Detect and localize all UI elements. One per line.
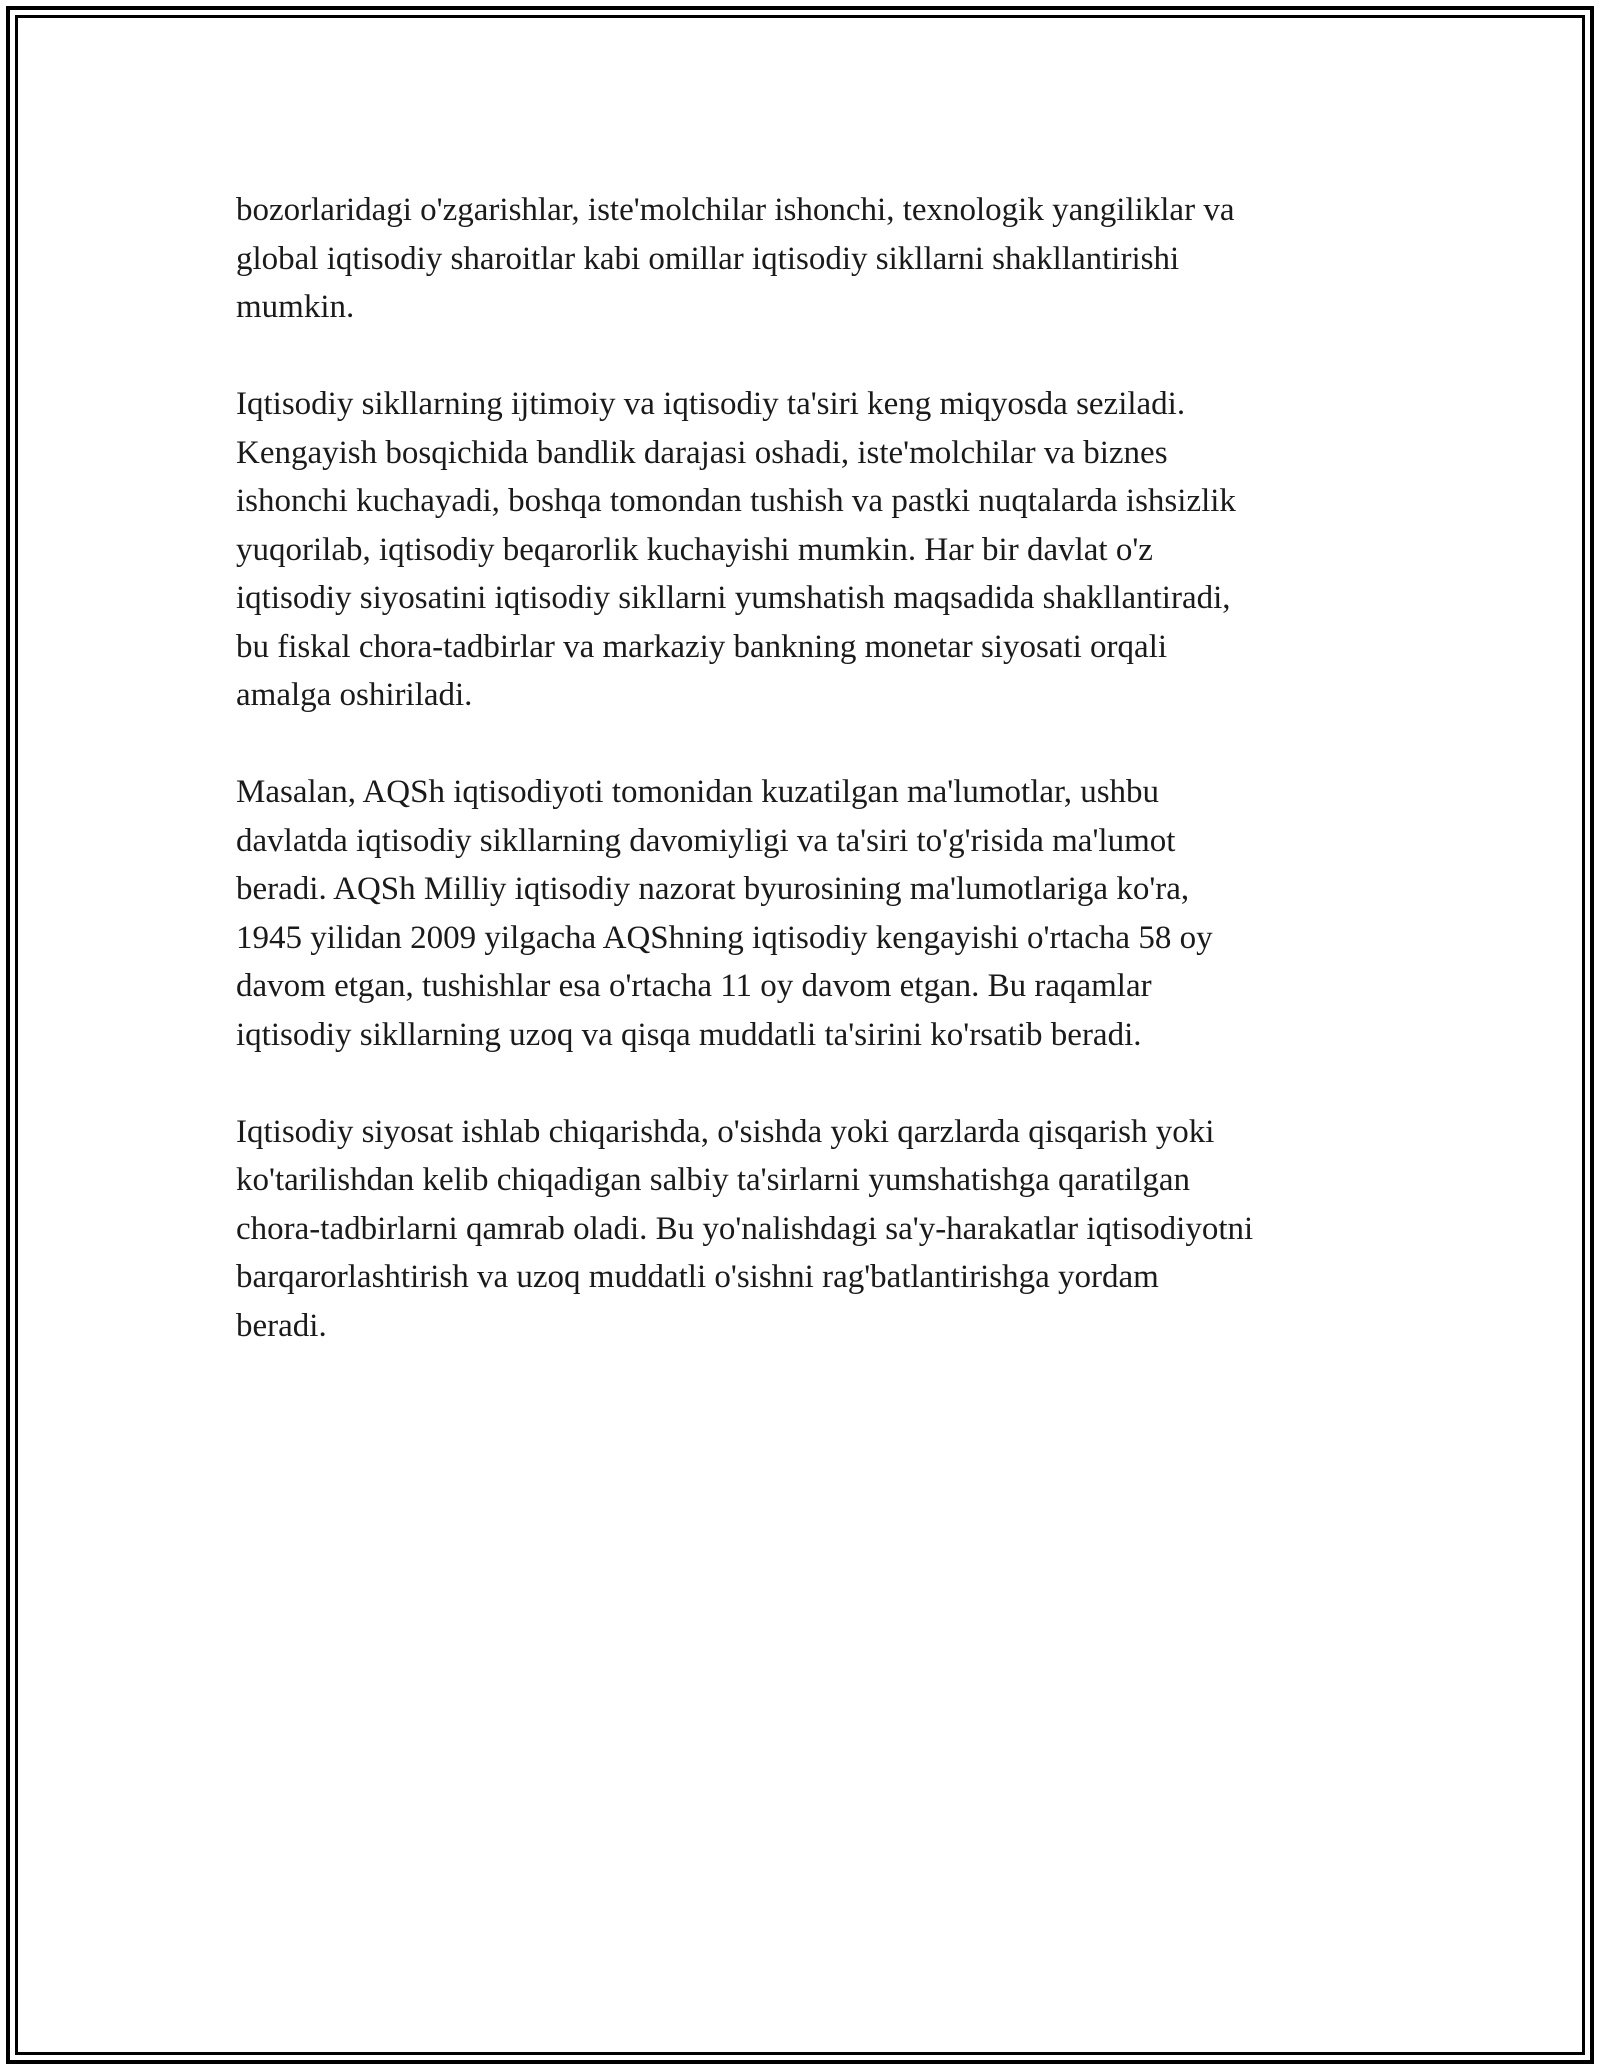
paragraph-4 <box>236 1108 1416 1351</box>
document-body <box>236 186 1416 1399</box>
text-line: Iqtisodiy siyosat ishlab chiqarishda, o'sishda yoki qarzlarda qisqarish yoki <box>236 1113 1215 1150</box>
text-line: davom etgan, tushishlar esa o'rtacha 11 oy davom etgan. Bu raqamlar <box>236 968 1152 1004</box>
text-line: davlatda iqtisodiy sikllarning davomiyligi va ta'siri to'g'risida ma'lumot <box>236 822 1176 859</box>
text-line: ko'tarilishdan kelib chiqadigan salbiy ta'sirlarni yumshatishga qaratilgan <box>236 1162 1190 1198</box>
text-line: Iqtisodiy sikllarning ijtimoiy va iqtisodiy ta'siri keng miqyosda seziladi. <box>236 386 1186 422</box>
text-line: 1945 yilidan 2009 yilgacha AQShning iqtisodiy kengayishi o'rtacha 58 oy <box>236 919 1213 956</box>
text-line: yuqorilab, iqtisodiy beqarorlik kuchayishi mumkin. Har bir davlat o'z <box>236 531 1153 568</box>
text-line: amalga oshiriladi. <box>236 677 473 713</box>
text-line: bu fiskal chora-tadbirlar va markaziy bankning monetar siyosati orqali <box>236 628 1168 665</box>
text-line: mumkin. <box>236 289 355 325</box>
text-line: global iqtisodiy sharoitlar kabi omillar iqtisodiy sikllarni shakllantirishi <box>236 240 1180 277</box>
text-line: chora-tadbirlarni qamrab oladi. Bu yo'nalishdagi sa'y-harakatlar iqtisodiyotni <box>236 1210 1254 1247</box>
text-line: ishonchi kuchayadi, boshqa tomondan tushish va pastki nuqtalarda ishsizlik <box>236 483 1236 519</box>
text-line: iqtisodiy siyosatini iqtisodiy sikllarni yumshatish maqsadida shakllantiradi, <box>236 580 1231 616</box>
paragraph-2 <box>236 380 1416 720</box>
text-line: Masalan, AQSh iqtisodiyoti tomonidan kuzatilgan ma'lumotlar, ushbu <box>236 774 1160 810</box>
paragraph-3 <box>236 768 1416 1059</box>
text-line: beradi. <box>236 1307 327 1344</box>
text-line: Kengayish bosqichida bandlik darajasi oshadi, iste'molchilar va biznes <box>236 434 1168 471</box>
text-line: barqarorlashtirish va uzoq muddatli o'sishni rag'batlantirishga yordam <box>236 1259 1159 1295</box>
text-line: iqtisodiy sikllarning uzoq va qisqa muddatli ta'sirini ko'rsatib beradi. <box>236 1016 1142 1053</box>
text-line: beradi. AQSh Milliy iqtisodiy nazorat byurosining ma'lumotlariga ko'ra, <box>236 871 1190 907</box>
paragraph-1 <box>236 186 1416 332</box>
text-line: bozorlaridagi o'zgarishlar, iste'molchilar ishonchi, texnologik yangiliklar va <box>236 192 1235 228</box>
